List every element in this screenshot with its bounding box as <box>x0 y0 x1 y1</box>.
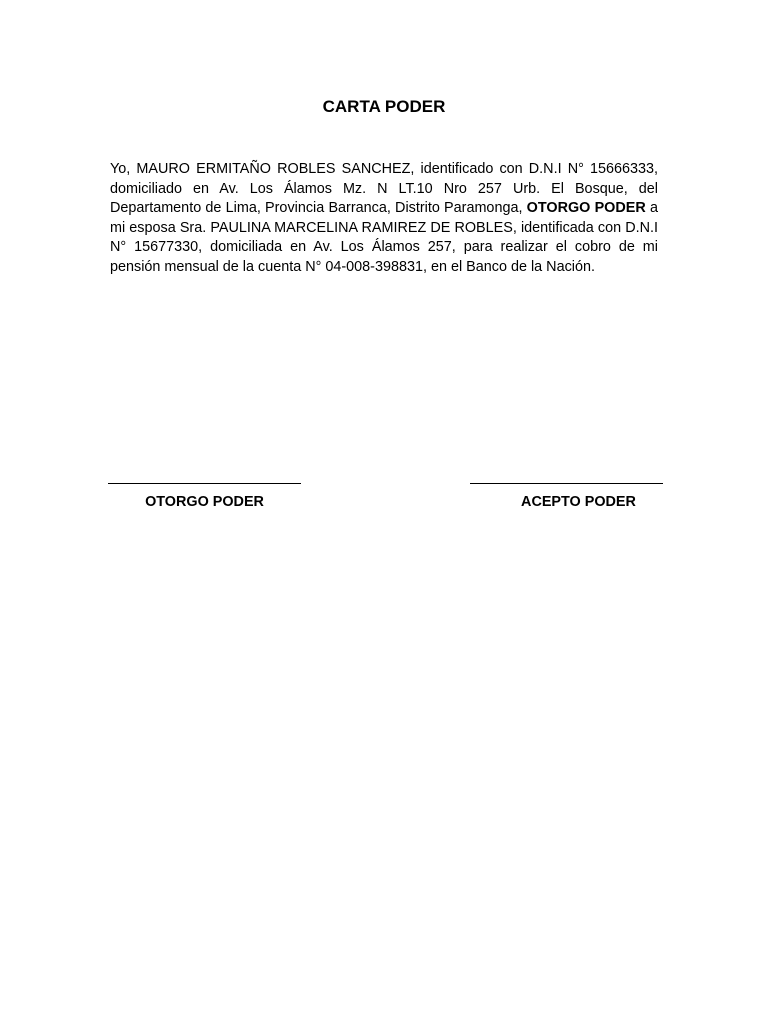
signature-line-grantor <box>108 483 301 484</box>
document-title: CARTA PODER <box>322 97 446 116</box>
signature-label-grantee: ACEPTO PODER <box>521 494 636 510</box>
signature-label-grantor: OTORGO PODER <box>145 494 264 510</box>
body-text-emphasis: OTORGO PODER <box>526 200 646 217</box>
signature-line-grantee <box>470 483 663 484</box>
document-body <box>110 160 658 278</box>
body-text-part-1: Yo, MAURO ERMITAÑO ROBLES SANCHEZ, identificado con D.N.I N° 15666333, domiciliado en Av. Los Álamos Mz. N LT.10 Nro 257 Urb. El Bosque, del Departamento de Lima, Provincia Barranca, Distrito Paramonga, <box>110 161 658 217</box>
body-text-part-2: a mi esposa Sra. PAULINA MARCELINA RAMIREZ DE ROBLES, identificada con D.N.I N° 15677330, domiciliada en Av. Los Álamos 257, para realizar el cobro de mi pensión mensual de la cuenta N° 04-008-398831, en el Banco de la Nación. <box>110 200 658 275</box>
